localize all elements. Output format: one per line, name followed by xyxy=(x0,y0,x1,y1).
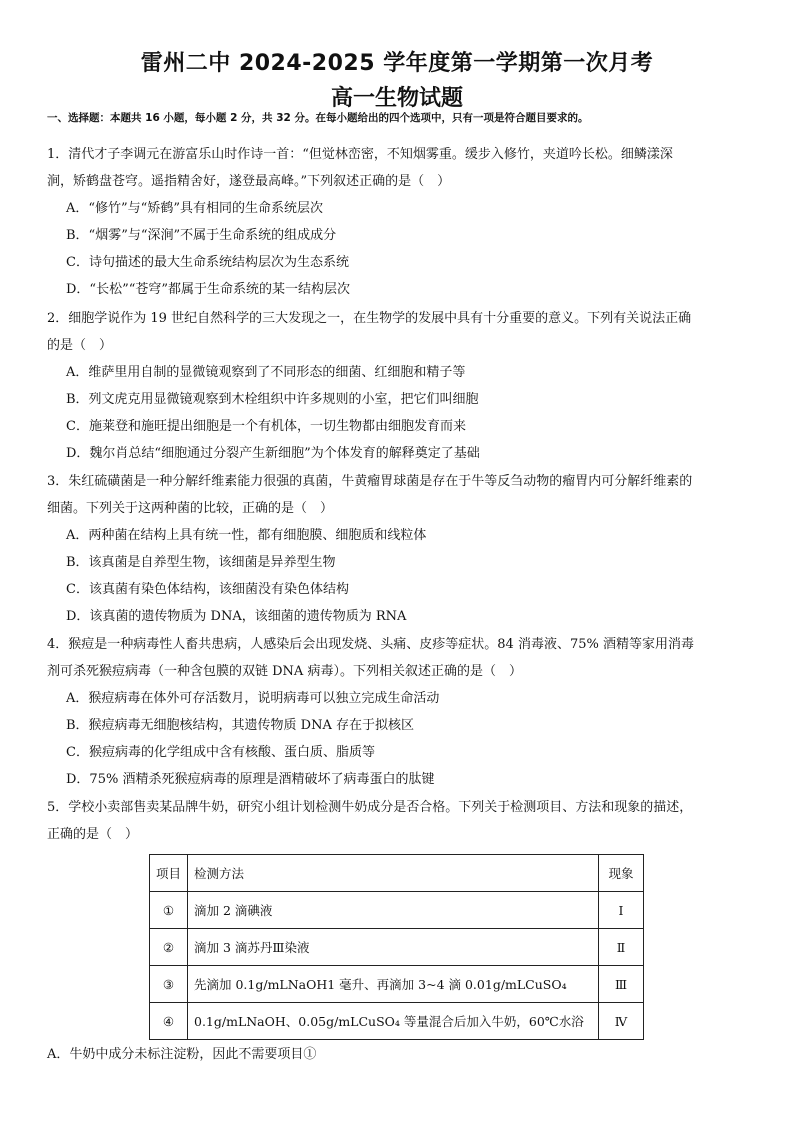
table-cell: 先滴加 0.1g/mLNaOH1 毫升、再滴加 3~4 滴 0.01g/mLCuSO₄ xyxy=(188,966,599,1003)
question-4-stem-line-1: 4．猴痘是一种病毒性人畜共患病，人感染后会出现发烧、头痛、皮疹等症状。84 消毒液、75% 酒精等家用消毒 xyxy=(47,637,694,652)
detection-table xyxy=(149,854,644,1040)
question-3-option-a: A．两种菌在结构上具有统一性，都有细胞膜、细胞质和线粒体 xyxy=(66,528,427,543)
table-cell: ② xyxy=(150,929,188,966)
table-cell: ③ xyxy=(150,966,188,1003)
question-3-option-d: D．该真菌的遗传物质为 DNA，该细菌的遗传物质为 RNA xyxy=(66,609,407,624)
table-row xyxy=(150,966,644,1003)
question-1-option-b: B．“烟雾”与“深涧”不属于生命系统的组成成分 xyxy=(66,228,337,243)
question-1-option-c: C．诗句描述的最大生命系统结构层次为生态系统 xyxy=(66,255,349,270)
question-5-stem-line-2: 正确的是（ ） xyxy=(47,827,139,842)
question-1-option-a: A．“修竹”与“矫鹤”具有相同的生命系统层次 xyxy=(66,201,323,216)
question-4-option-a: A．猴痘病毒在体外可存活数月，说明病毒可以独立完成生命活动 xyxy=(66,691,440,706)
question-5-stem-line-1: 5．学校小卖部售卖某品牌牛奶，研究小组计划检测牛奶成分是否合格。下列关于检测项目、方法和现象的描述， xyxy=(47,800,693,815)
question-1-option-d: D．“长松”“苍穹”都属于生命系统的某一结构层次 xyxy=(66,282,351,297)
question-3-stem-line-1: 3．朱红硫磺菌是一种分解纤维素能力很强的真菌，牛黄瘤胃球菌是存在于牛等反刍动物的瘤胃内可分解纤维素的 xyxy=(47,474,693,489)
question-2-option-d: D．魏尔肖总结“细胞通过分裂产生新细胞”为个体发育的解释奠定了基础 xyxy=(66,446,480,461)
table-cell: Ⅳ xyxy=(599,1003,644,1040)
table-row xyxy=(150,1003,644,1040)
question-2-stem-line-1: 2．细胞学说作为 19 世纪自然科学的三大发现之一，在生物学的发展中具有十分重要的意义。下列有关说法正确 xyxy=(47,311,692,326)
table-header-cell: 检测方法 xyxy=(188,855,599,892)
table-cell: 0.1g/mLNaOH、0.05g/mLCuSO₄ 等量混合后加入牛奶，60℃水浴 xyxy=(188,1003,599,1040)
question-2-stem-line-2: 的是（ ） xyxy=(47,338,113,353)
exam-title: 雷州二中 2024-2025 学年度第一学期第一次月考 xyxy=(140,51,654,76)
question-4-option-b: B．猴痘病毒无细胞核结构，其遗传物质 DNA 存在于拟核区 xyxy=(66,718,415,733)
exam-subtitle: 高一生物试题 xyxy=(330,86,463,111)
table-row xyxy=(150,892,644,929)
table-cell: ④ xyxy=(150,1003,188,1040)
question-1-stem-line-1: 1．清代才子李调元在游富乐山时作诗一首：“但觉林峦密，不知烟雾重。缓步入修竹，夹道吟长松。细鳞漾深 xyxy=(47,147,673,162)
question-4-option-d: D．75% 酒精杀死猴痘病毒的原理是酒精破坏了病毒蛋白的肽键 xyxy=(66,772,435,787)
table-header-row xyxy=(150,855,644,892)
table-header-cell: 现象 xyxy=(599,855,644,892)
question-3-stem-line-2: 细菌。下列关于这两种菌的比较，正确的是（ ） xyxy=(47,501,334,516)
question-2-option-a: A．维萨里用自制的显微镜观察到了不同形态的细菌、红细胞和精子等 xyxy=(66,365,466,380)
question-4-stem-line-2: 剂可杀死猴痘病毒（一种含包膜的双链 DNA 病毒）。下列相关叙述正确的是（ ） xyxy=(47,664,522,679)
question-5-option-a: A．牛奶中成分未标注淀粉，因此不需要项目① xyxy=(47,1047,317,1062)
table-cell: 滴加 2 滴碘液 xyxy=(188,892,599,929)
table-cell: Ⅲ xyxy=(599,966,644,1003)
table-cell: Ⅰ xyxy=(599,892,644,929)
table-row xyxy=(150,929,644,966)
question-2-option-c: C．施莱登和施旺提出细胞是一个有机体，一切生物都由细胞发育而来 xyxy=(66,419,466,434)
question-3-option-b: B．该真菌是自养型生物，该细菌是异养型生物 xyxy=(66,555,336,570)
section-heading: 一、选择题：本题共 16 小题，每小题 2 分，共 32 分。在每小题给出的四个选项中，只有一项是符合题目要求的。 xyxy=(47,112,589,124)
table-header-cell: 项目 xyxy=(150,855,188,892)
table-cell: ① xyxy=(150,892,188,929)
question-2-option-b: B．列文虎克用显微镜观察到木栓组织中许多规则的小室，把它们叫细胞 xyxy=(66,392,479,407)
table-cell: Ⅱ xyxy=(599,929,644,966)
question-1-stem-line-2: 涧，矫鹤盘苍穹。遥指精舍好，遂登最高峰。”下列叙述正确的是（ ） xyxy=(47,174,451,189)
table-cell: 滴加 3 滴苏丹Ⅲ染液 xyxy=(188,929,599,966)
question-3-option-c: C．该真菌有染色体结构，该细菌没有染色体结构 xyxy=(66,582,349,597)
question-4-option-c: C．猴痘病毒的化学组成中含有核酸、蛋白质、脂质等 xyxy=(66,745,375,760)
